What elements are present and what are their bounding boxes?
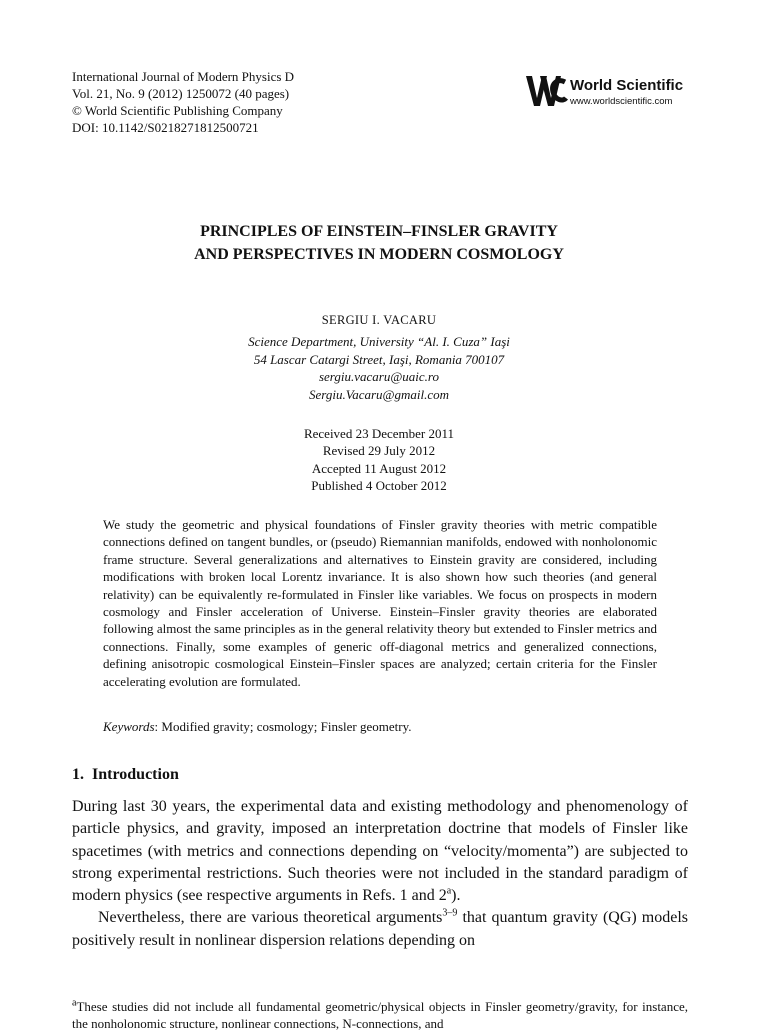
author-affiliation [0, 333, 758, 403]
author-email-2: Sergiu.Vacaru@gmail.com [308, 386, 450, 402]
affiliation-line-2: 54 Lascar Catargi Street, Iaşi, Romania 700107 [253, 351, 505, 367]
journal-name: International Journal of Modern Physics D [72, 69, 295, 84]
footnote-ref-a[interactable]: a [446, 885, 452, 897]
publication-dates [0, 425, 758, 494]
copyright-line: © World Scientific Publishing Company [72, 103, 283, 118]
citation-ref[interactable]: 3–9 [442, 908, 458, 920]
title-line-1: PRINCIPLES OF EINSTEIN–FINSLER GRAVITY [200, 223, 558, 240]
keywords-label: Keywords [103, 719, 155, 734]
affiliation-line-1: Science Department, University “Al. I. Cuza” Iaşi [248, 334, 510, 349]
world-scientific-logo-icon [524, 72, 568, 112]
publication-info [72, 68, 294, 136]
publisher-logo [524, 72, 694, 112]
section-number: 1. [72, 766, 84, 783]
paper-title [0, 220, 758, 266]
keywords [103, 719, 657, 735]
date-accepted: Accepted 11 August 2012 [311, 460, 447, 476]
date-received: Received 23 December 2011 [303, 426, 455, 441]
footnote-mark: a [72, 997, 77, 1009]
date-revised: Revised 29 July 2012 [322, 443, 436, 459]
section-title: Introduction [92, 766, 179, 783]
paragraph-2 [72, 907, 688, 952]
date-published: Published 4 October 2012 [311, 477, 447, 493]
section-heading [72, 766, 179, 784]
title-line-2: AND PERSPECTIVES IN MODERN COSMOLOGY [194, 246, 564, 263]
body-text [72, 796, 688, 952]
paragraph-1 [72, 796, 688, 907]
paragraph-2-text-a: Nevertheless, there are various theoretical arguments [98, 909, 443, 927]
logo-brand-name: World Scientific [570, 77, 684, 94]
author-name: SERGIU I. VACARU [321, 313, 437, 327]
paragraph-1-text: During last 30 years, the experimental data and existing methodology and phenomenology of particle physics, and gravity, imposed an interpretation doctrine that models of Finsler like spacetimes (with metrics and connections depending on “velocity/momenta”) are subjected to strong experimental restrictions. Such theories were not included in the standard paradigm of modern physics (see respective arguments in Refs. 1 and 2 [72, 798, 688, 905]
paragraph-1-end: ). [451, 887, 461, 905]
footnote [72, 998, 688, 1032]
logo-url: www.worldscientific.com [570, 96, 673, 107]
author-email-1: sergiu.vacaru@uaic.ro [318, 369, 440, 384]
paragraph-2-text-b: that quantum gravity (QG) models positively result in nonlinear dispersion relations depending on [72, 909, 688, 949]
abstract: We study the geometric and physical foundations of Finsler gravity theories with metric compatible connections defined on tangent bundles, or (pseudo) Riemannian manifolds, endowed with nonholonomic frame structure. Several generalizations and alternatives to Einstein gravity are considered, including modifications with broken local Lorentz invariance. It is also shown how such theories (and general relativity) can be equivalently re-formulated in Finsler like variables. We focus on prospects in modern cosmology and Finsler acceleration of Universe. Einstein–Finsler gravity theories are elaborated following almost the same principles as in the general relativity theory but extended to Finsler metrics and connections. Finally, some examples of generic off-diagonal metrics and generalized connections, defining anisotropic cosmological Einstein–Finsler spaces are analyzed; certain criteria for the Finsler accelerating evolution are formulated. [103, 517, 657, 689]
keywords-text: : Modified gravity; cosmology; Finsler geometry. [154, 719, 412, 734]
doi-line: DOI: 10.1142/S0218271812500721 [72, 120, 259, 135]
volume-info: Vol. 21, No. 9 (2012) 1250072 (40 pages) [72, 86, 290, 101]
footnote-text: These studies did not include all fundamental geometric/physical objects in Finsler geometry/gravity, for instance, the nonholonomic structure, nonlinear connections, N-connections, and [72, 999, 688, 1031]
